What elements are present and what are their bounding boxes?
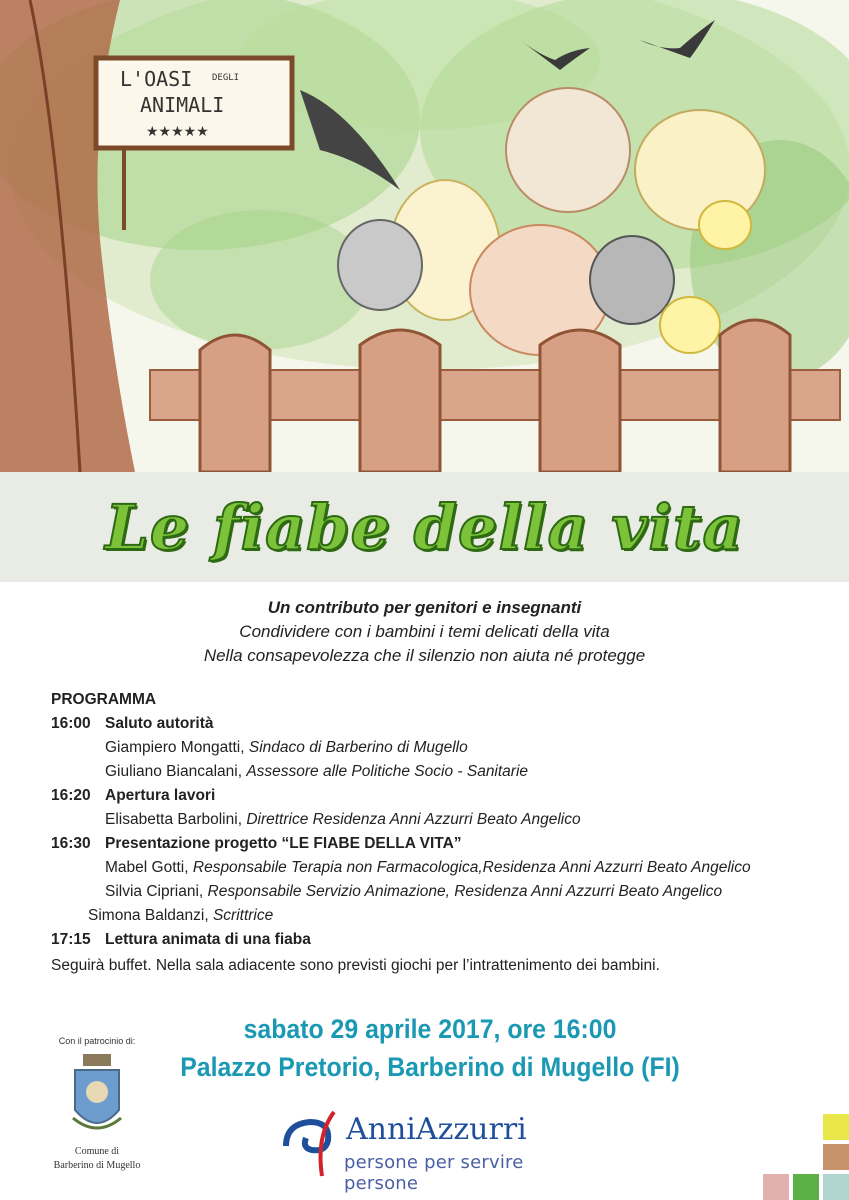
speaker-name: Simona Baldanzi, (88, 907, 213, 924)
anni-azzurri-logo (276, 1106, 596, 1194)
patronage-block (38, 1036, 156, 1172)
slot-time: 16:00 (51, 715, 91, 732)
speaker-role: Scrittrice (212, 907, 274, 924)
decor-square (763, 1174, 789, 1200)
buffet-note: Seguirà buffet. Nella sala adiacente sono previsti giochi per l’intrattenimento dei bambini. (51, 957, 660, 974)
speaker-name: Giuliano Biancalani, (105, 763, 247, 780)
speaker-line (51, 904, 831, 928)
event-info (163, 1010, 697, 1086)
cat-icon (338, 220, 422, 310)
chick-icon (699, 201, 751, 249)
sign-small: DEGLI (212, 73, 240, 83)
comune-name: Comune di (74, 1146, 120, 1157)
speaker-line (51, 880, 831, 904)
speaker-role: Assessore alle Politiche Socio - Sanitarie (246, 763, 529, 780)
speaker-role: Direttrice Residenza Anni Azzurri Beato Angelico (246, 811, 581, 828)
decor-square (823, 1144, 849, 1170)
hero-illustration (0, 0, 849, 472)
title-band (0, 472, 849, 582)
chick-icon (660, 297, 720, 353)
slot-title: Presentazione progetto “LE FIABE DELLA VITA” (105, 835, 462, 852)
program-section (51, 688, 831, 978)
cat-icon (590, 236, 674, 324)
program-slot (51, 784, 831, 808)
speaker-line (51, 856, 831, 880)
program-slot (51, 712, 831, 736)
speaker-role: Responsabile Terapia non Farmacologica,Residenza Anni Azzurri Beato Angelico (192, 859, 751, 876)
decor-square (823, 1174, 849, 1200)
program-slot (51, 832, 831, 856)
event-place: Palazzo Pretorio, Barberino di Mugello (FI) (180, 1052, 680, 1082)
animals-drawing (0, 0, 849, 472)
slot-title: Saluto autorità (105, 715, 214, 732)
event-date: sabato 29 aprile 2017, ore 16:00 (243, 1014, 617, 1044)
intro-block (0, 596, 849, 668)
decor-square (823, 1114, 849, 1140)
speaker-name: Silvia Cipriani, (105, 883, 208, 900)
slot-time: 17:15 (51, 931, 91, 948)
coat-of-arms-icon (69, 1052, 125, 1142)
brand-name: AnniAzzurri (346, 1112, 527, 1147)
speaker-name: Mabel Gotti, (105, 859, 193, 876)
sign-line1: L'OASI (120, 67, 193, 91)
swirl-logo-icon (276, 1106, 340, 1178)
svg-text:★★★★★: ★★★★★ (146, 124, 209, 140)
speaker-name: Giampiero Mongatti, (105, 739, 249, 756)
intro-lead: Un contributo per genitori e insegnanti (267, 598, 582, 617)
intro-line: Condividere con i bambini i temi delicati della vita (239, 622, 610, 641)
slot-title: Apertura lavori (105, 787, 216, 804)
speaker-role: Responsabile Servizio Animazione, Residenza Anni Azzurri Beato Angelico (207, 883, 723, 900)
speaker-line (51, 760, 831, 784)
dog-icon (506, 88, 630, 212)
patronage-label: Con il patrocinio di: (58, 1036, 136, 1046)
intro-line: Nella consapevolezza che il silenzio non aiuta né protegge (203, 646, 646, 665)
comune-name: Barberino di Mugello (53, 1160, 141, 1171)
slot-time: 16:20 (51, 787, 91, 804)
brand-tagline: persone per servire persone (344, 1152, 524, 1194)
decor-square (793, 1174, 819, 1200)
program-heading: PROGRAMMA (51, 691, 157, 708)
program-slot (51, 928, 831, 952)
slot-title: Lettura animata di una fiaba (105, 931, 311, 948)
speaker-role: Sindaco di Barberino di Mugello (248, 739, 468, 756)
sign-line2: ANIMALI (140, 93, 225, 117)
poster-title: Le fiabe della vita (105, 490, 744, 564)
decorative-squares (763, 1114, 849, 1200)
speaker-line (51, 808, 831, 832)
speaker-name: Elisabetta Barbolini, (105, 811, 247, 828)
speaker-line (51, 736, 831, 760)
slot-time: 16:30 (51, 835, 91, 852)
